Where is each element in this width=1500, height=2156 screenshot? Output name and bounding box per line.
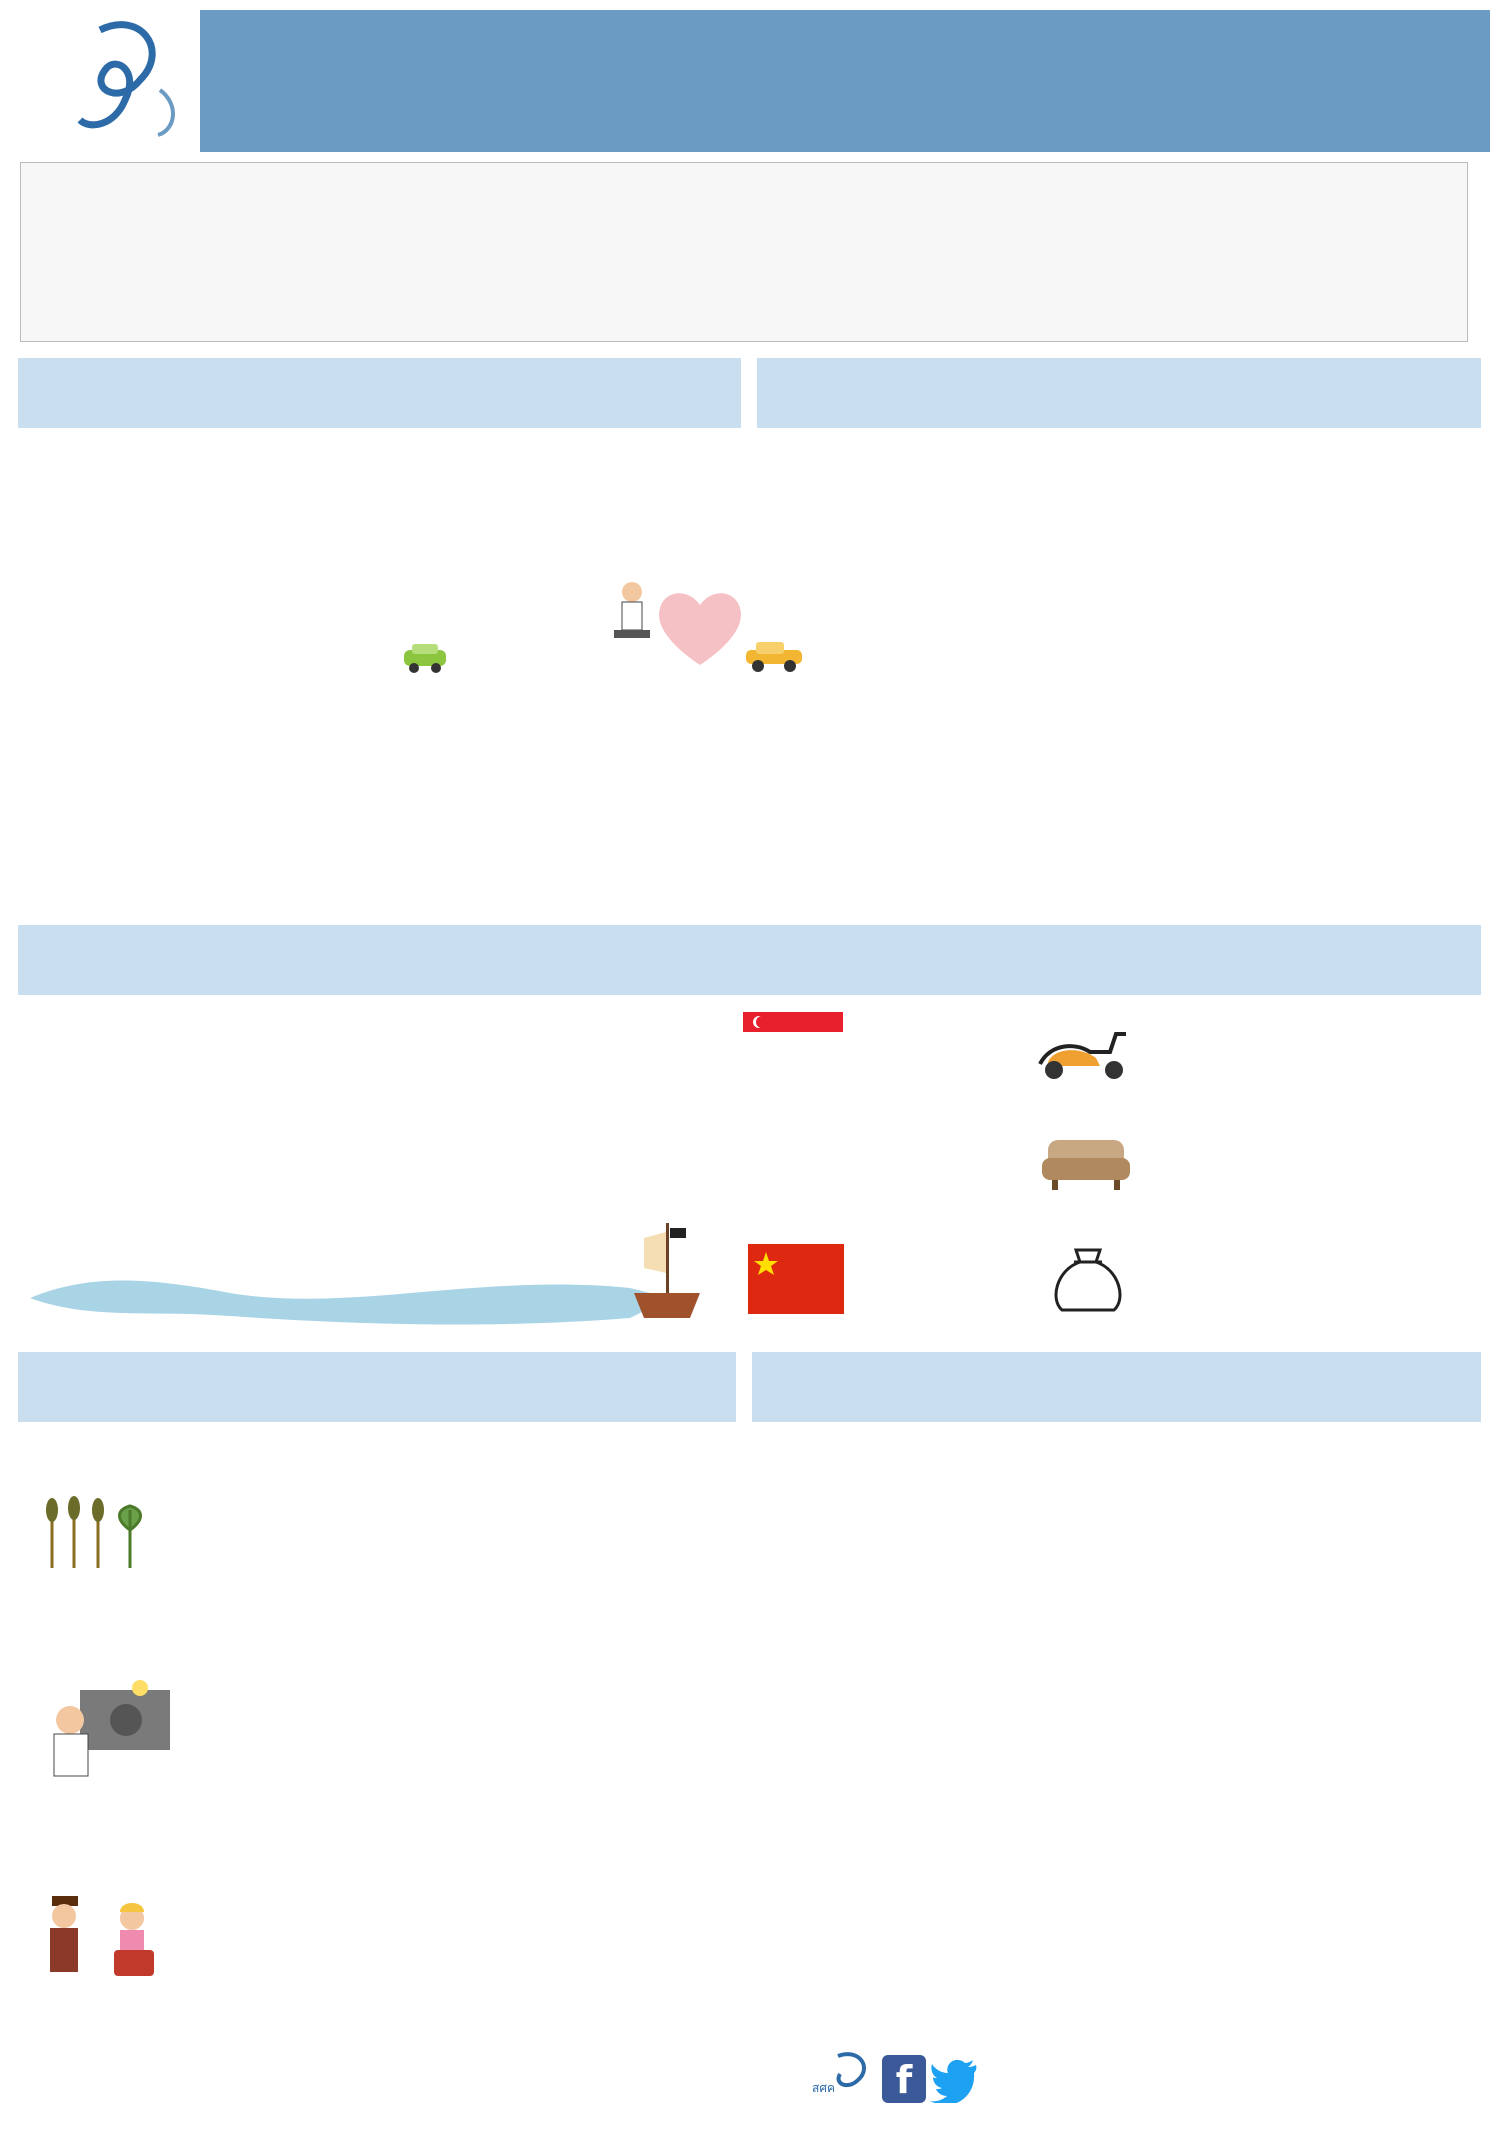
twitter-icon[interactable] [930, 2055, 980, 2103]
section1-heading [18, 358, 741, 428]
tourist-icon [34, 1892, 174, 1982]
person-icon [614, 582, 650, 638]
flag-usa [748, 1130, 848, 1196]
footer-logo [808, 2048, 878, 2108]
flag-china [748, 1244, 844, 1314]
wheat-icon [38, 1490, 158, 1570]
cci-graphic [600, 570, 750, 670]
scooter-icon [1030, 1014, 1132, 1084]
section4-heading [18, 1352, 736, 1422]
section5-heading [752, 1352, 1481, 1422]
facebook-icon[interactable]: f [882, 2055, 926, 2103]
trade-note [30, 1268, 700, 1328]
section3-heading [18, 925, 1481, 995]
sofa-icon [1038, 1130, 1134, 1196]
svg-text:สศค: สศค [812, 2081, 835, 2095]
inflation-charts [0, 1600, 1500, 1880]
car-icon [400, 640, 450, 674]
summary-box [20, 162, 1468, 342]
ship-icon [632, 1218, 702, 1328]
flag-singapore [743, 1012, 843, 1052]
section2-heading [757, 358, 1481, 428]
truck-icon [742, 638, 806, 674]
title-banner [200, 10, 1490, 152]
investment-consumption-charts [0, 690, 1500, 920]
logo [30, 10, 190, 150]
sugar-sack-icon [1046, 1240, 1130, 1316]
